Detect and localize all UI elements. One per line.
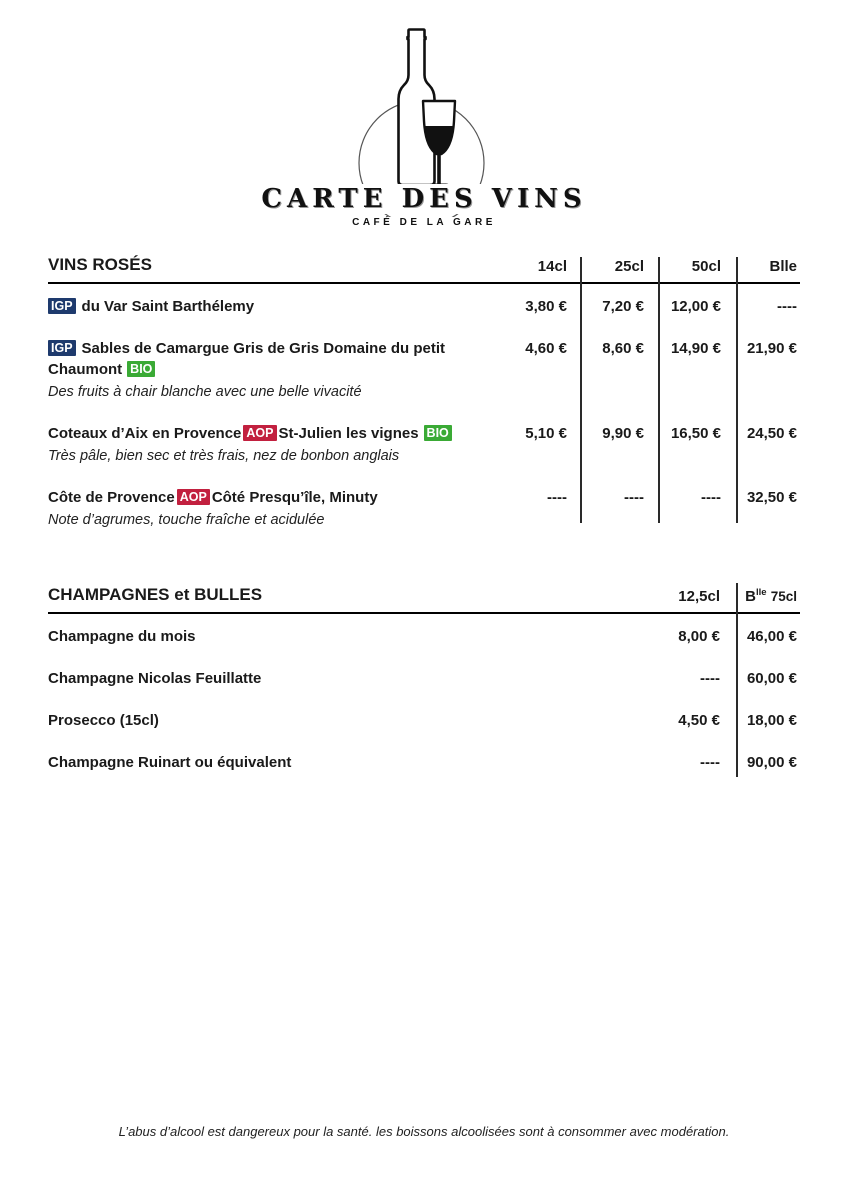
bio-badge: BIO xyxy=(127,361,155,377)
wine-description: Des fruits à chair blanche avec une belle vivacité xyxy=(48,384,362,400)
logo-subtitle: CAFÉ DE LA GARE xyxy=(346,217,502,228)
wine-row xyxy=(48,423,800,466)
champagnes-col-bouteille: $B^{lle}$ 75cl xyxy=(745,587,797,605)
champagnes-header-row xyxy=(48,585,800,605)
price-14cl: ---- xyxy=(547,489,567,506)
price-125cl: 8,00 € xyxy=(678,628,720,645)
bio-badge: BIO xyxy=(424,425,452,441)
igp-badge: IGP xyxy=(48,298,76,314)
champagne-row xyxy=(48,752,800,773)
price-14cl: 5,10 € xyxy=(525,425,567,442)
column-divider xyxy=(736,583,738,777)
price-14cl: 3,80 € xyxy=(525,298,567,315)
champagne-row xyxy=(48,710,800,731)
roses-col-14cl: 14cl xyxy=(537,258,567,275)
price-blle: 21,90 € xyxy=(746,340,797,357)
roses-col-50cl: 50cl xyxy=(691,258,721,275)
roses-col-blle: Blle xyxy=(769,258,797,275)
roses-header-rule xyxy=(48,282,800,284)
roses-header-row xyxy=(48,255,800,275)
aop-badge: AOP xyxy=(177,489,210,505)
price-blle: ---- xyxy=(777,298,797,315)
logo-title: CARTE DES VINS xyxy=(256,184,591,214)
champagne-row xyxy=(48,668,800,689)
column-divider xyxy=(658,257,660,523)
wine-name: IGP du Var Saint Barthélemy xyxy=(48,296,506,317)
igp-badge: IGP xyxy=(48,340,76,356)
champagne-name: Champagne Ruinart ou équivalent xyxy=(48,754,292,771)
section-vins-roses xyxy=(48,255,800,530)
restaurant-logo xyxy=(261,25,587,237)
price-50cl: 16,50 € xyxy=(670,425,721,442)
price-bouteille: 18,00 € xyxy=(746,712,797,729)
price-blle: 32,50 € xyxy=(746,489,797,506)
price-125cl: 4,50 € xyxy=(678,712,720,729)
champagnes-header-rule xyxy=(48,612,800,614)
champagne-name: Prosecco (15cl) xyxy=(48,712,159,729)
roses-col-25cl: 25cl xyxy=(614,258,644,275)
wine-description: Très pâle, bien sec et très frais, nez de bonbon anglais xyxy=(48,448,400,464)
champagne-row xyxy=(48,626,800,647)
champagnes-section-title: CHAMPAGNES et BULLES xyxy=(48,585,263,604)
wine-name: Coteaux d’Aix en Provence AOP St-Julien les vignes BIO xyxy=(48,423,506,444)
alcohol-disclaimer: L’abus d’alcool est dangereux pour la santé. les boissons alcoolisées sont à consommer avec modération. xyxy=(118,1124,730,1139)
column-divider xyxy=(736,257,738,523)
champagne-name: Champagne du mois xyxy=(48,628,196,645)
price-14cl: 4,60 € xyxy=(525,340,567,357)
price-25cl: 9,90 € xyxy=(602,425,644,442)
wine-row xyxy=(48,338,800,402)
price-bouteille: 90,00 € xyxy=(746,754,797,771)
price-bouteille: 46,00 € xyxy=(746,628,797,645)
price-25cl: ---- xyxy=(624,489,644,506)
wine-description: Note d’agrumes, touche fraîche et acidulée xyxy=(48,512,325,528)
price-blle: 24,50 € xyxy=(746,425,797,442)
price-25cl: 8,60 € xyxy=(602,340,644,357)
champagne-name: Champagne Nicolas Feuillatte xyxy=(48,670,262,687)
aop-badge: AOP xyxy=(243,425,276,441)
wine-row xyxy=(48,296,800,317)
price-50cl: 14,90 € xyxy=(670,340,721,357)
price-bouteille: 60,00 € xyxy=(746,670,797,687)
price-25cl: 7,20 € xyxy=(602,298,644,315)
price-50cl: 12,00 € xyxy=(670,298,721,315)
price-50cl: ---- xyxy=(701,489,721,506)
column-divider xyxy=(580,257,582,523)
wine-row xyxy=(48,487,800,530)
champagnes-col-125cl: 12,5cl xyxy=(678,588,720,605)
wine-name: IGP Sables de Camargue Gris de Gris Domaine du petit Chaumont BIO xyxy=(48,340,445,378)
price-125cl: ---- xyxy=(700,754,720,771)
section-champagnes xyxy=(48,585,800,773)
roses-section-title: VINS ROSÉS xyxy=(48,255,152,274)
wine-name: Côte de Provence AOP Côté Presqu’île, Minuty xyxy=(48,489,378,506)
price-125cl: ---- xyxy=(700,670,720,687)
